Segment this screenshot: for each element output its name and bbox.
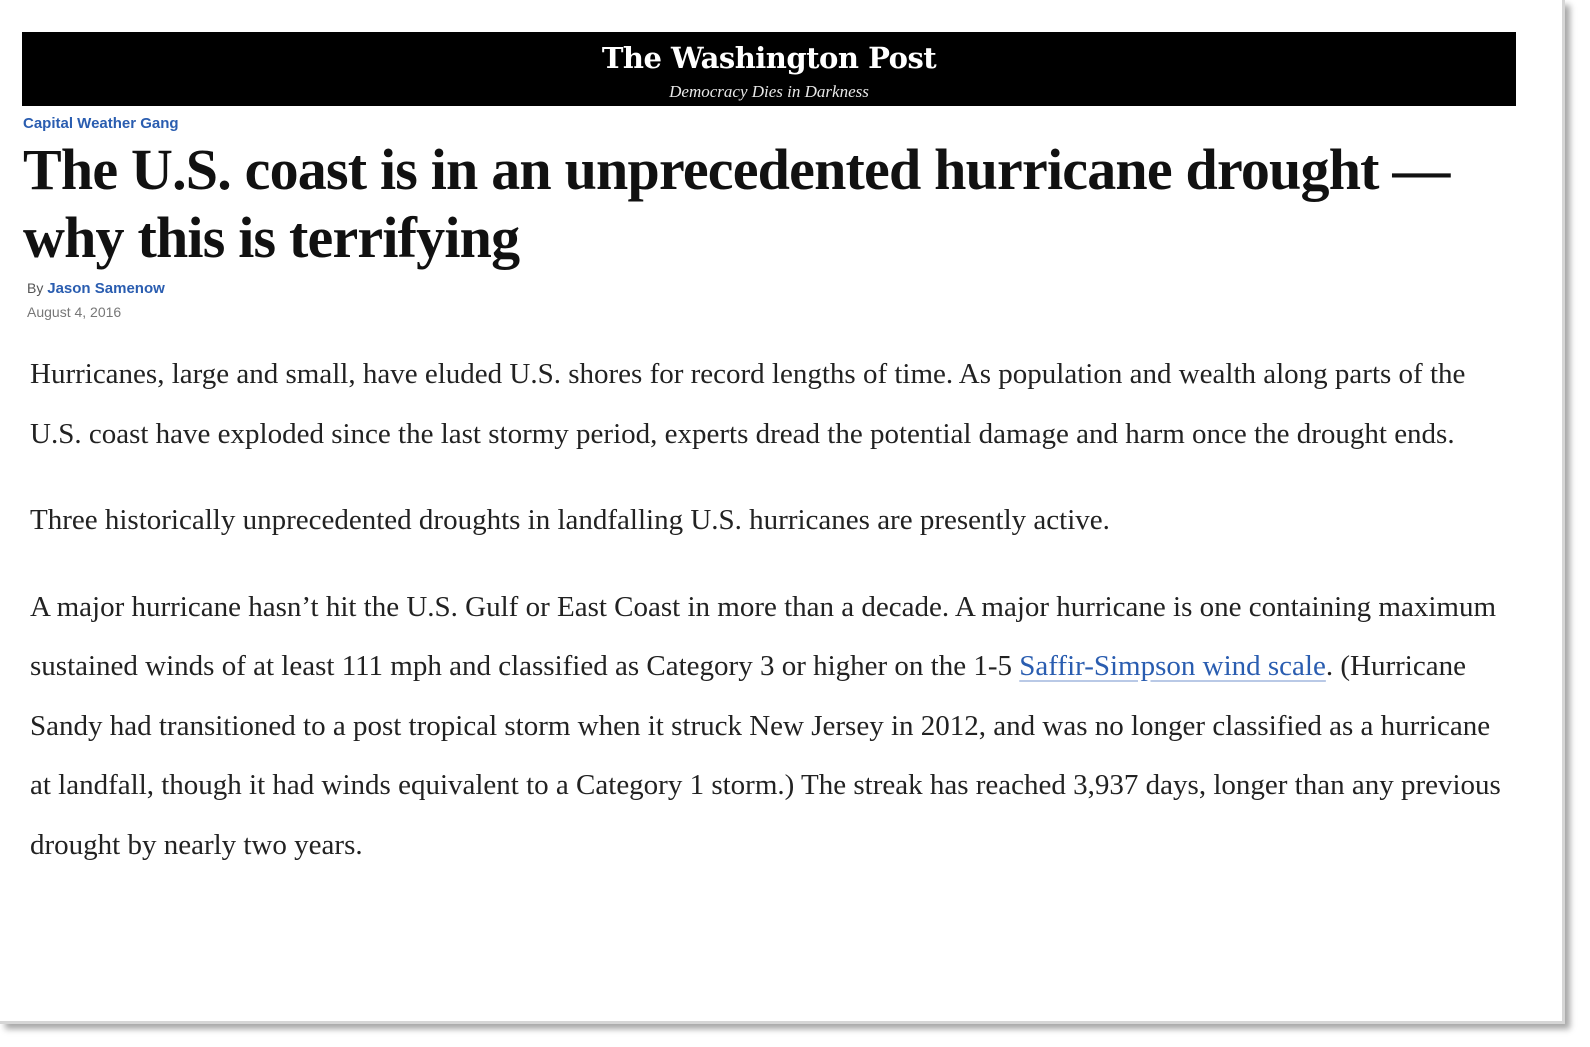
publish-date: August 4, 2016 [27,304,122,320]
paragraph-3-text-after-link: . (Hurricane Sandy had transitioned to a post tropical storm when it struck New Jersey in 2012, and was no longer classified as a hurricane at landfall, though it had winds equivalent to a Category 1 storm.) The streak has reached 3,937 days, longer than any previous drought by nearly two years. [30,650,1501,861]
paragraph-2: Three historically unprecedented droughts in landfalling U.S. hurricanes are presently active. [30,504,1110,536]
paragraph-3 [30,578,1505,876]
masthead-tagline: Democracy Dies in Darkness [669,82,869,101]
section-link[interactable]: Capital Weather Gang [23,115,179,132]
paragraph-1: Hurricanes, large and small, have eluded U.S. shores for record lengths of time. As population and wealth along parts of the U.S. coast have exploded since the last stormy period, experts dread the potential damage and harm once the drought ends. [30,358,1466,450]
byline [27,280,165,297]
masthead [22,32,1516,106]
article-headline: The U.S. coast is in an unprecedented hurricane drought — why this is terrifying [23,137,1450,270]
byline-prefix: By [27,280,44,296]
washington-post-logo[interactable]: The Washington Post [601,41,937,75]
article-body [30,345,1505,902]
saffir-simpson-link[interactable]: Saffir-Simpson wind scale [1019,650,1326,682]
paragraph-3-text-before-link: A major hurricane hasn’t hit the U.S. Gulf or East Coast in more than a decade. A major hurricane is one containing maximum sustained winds of at least 111 mph and classified as Category 3 or higher on the 1-5 [30,590,1497,682]
author-link[interactable]: Jason Samenow [47,280,165,297]
